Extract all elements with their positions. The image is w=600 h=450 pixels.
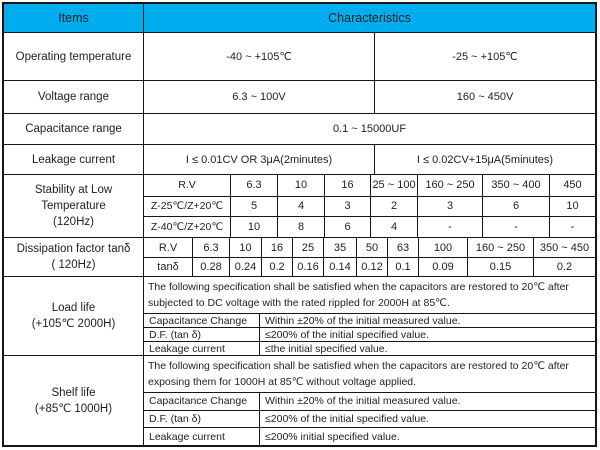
dissipation-header-cell: 10 xyxy=(229,238,261,257)
stability-z25-cell: 4 xyxy=(277,196,324,217)
dissipation-header-cell: 16 xyxy=(261,238,292,257)
characteristics-header: Characteristics xyxy=(328,11,411,25)
shelf-life-description: The following specification shall be satisfied when the capacitors are restored to 20℃ after exposing them for 1000H at 85℃ without voltage applied. xyxy=(144,356,595,393)
voltage-range-low: 6.3 ~ 100V xyxy=(144,81,375,113)
stability-header-cell: 10 xyxy=(277,175,324,196)
leakage-current-row xyxy=(4,145,595,175)
shelf-life-df-row: D.F. (tan δ) ≤200% of the initial specified value. xyxy=(144,411,595,429)
stability-z25-cell: 5 xyxy=(230,196,277,217)
leakage-current-low: I ≤ 0.01CV OR 3μA(2minutes) xyxy=(144,145,375,174)
load-life-df-row: D.F. (tan δ) ≤200% of the initial specified value. xyxy=(144,328,595,342)
dissipation-value-cell: 0.1 xyxy=(387,257,418,276)
dissipation-value-cell: 0.12 xyxy=(356,257,387,276)
stability-z40-cell: 6 xyxy=(324,216,370,237)
stability-z25-cell: Z-25℃/Z+20℃ xyxy=(144,196,230,217)
dissipation-header-cell: 35 xyxy=(323,238,356,257)
stability-z25-cell: 3 xyxy=(417,196,482,217)
leakage-current-high: I ≤ 0.02CV+15μA(5minutes) xyxy=(416,153,554,166)
stability-header-cell: 350 ~ 400 xyxy=(482,175,549,196)
operating-temperature-row xyxy=(4,33,595,81)
stability-header-cell: 6.3 xyxy=(230,175,277,196)
dissipation-label: Dissipation factor tanδ ( 120Hz) xyxy=(4,238,144,276)
dissipation-grid xyxy=(144,238,595,276)
dissipation-value-cell: 0.15 xyxy=(467,257,533,276)
stability-z25-cell: 10 xyxy=(549,196,595,217)
stability-z40-cell: - xyxy=(482,216,549,237)
shelf-life-row xyxy=(4,356,595,445)
voltage-range-high: 160 ~ 450V xyxy=(456,91,514,103)
shelf-life-capacitance-row: Capacitance Change Within ±20% of the initial measured value. xyxy=(144,393,595,411)
operating-temperature-high: -25 ~ +105℃ xyxy=(452,51,518,63)
dissipation-row xyxy=(4,238,595,277)
stability-row xyxy=(4,175,595,238)
dissipation-header-cell: 100 xyxy=(418,238,467,257)
stability-z25-cell: 2 xyxy=(370,196,417,217)
table-header-row xyxy=(4,4,595,33)
stability-z40-cell: 8 xyxy=(277,216,324,237)
stability-z40-cell: 4 xyxy=(370,216,417,237)
stability-header-cell: 450 xyxy=(549,175,595,196)
stability-header-cell: 25 ~ 100 xyxy=(370,175,417,196)
voltage-range-row xyxy=(4,81,595,114)
dissipation-value-cell: 0.2 xyxy=(261,257,292,276)
load-life-row xyxy=(4,277,595,356)
leakage-current-label: Leakage current xyxy=(4,145,144,174)
stability-header-cell: 16 xyxy=(324,175,370,196)
items-header: Items xyxy=(4,4,144,32)
capacitance-range-row xyxy=(4,114,595,145)
dissipation-header-cell: 350 ~ 450 xyxy=(533,238,595,257)
dissipation-value-cell: 0.2 xyxy=(533,257,595,276)
dissipation-header-cell: 63 xyxy=(387,238,418,257)
stability-z25-cell: 6 xyxy=(482,196,549,217)
dissipation-header-cell: R.V xyxy=(158,241,178,254)
stability-grid xyxy=(144,175,595,237)
stability-header-cell: 160 ~ 250 xyxy=(417,175,482,196)
stability-label: Stability at Low Temperature (120Hz) xyxy=(4,175,144,237)
capacitance-range-value: 0.1 ~ 15000UF xyxy=(332,123,407,135)
stability-header-cell: R.V xyxy=(178,179,196,192)
dissipation-value-cell: 0.09 xyxy=(418,257,467,276)
load-life-description: The following specification shall be satisfied when the capacitors are restored to 20℃ after subjected to DC voltage with the rated rippled for 2000H at 85℃. xyxy=(144,277,595,314)
stability-z25-cell: 3 xyxy=(324,196,370,217)
capacitance-range-label: Capacitance range xyxy=(4,114,144,144)
dissipation-value-cell: 0.14 xyxy=(323,257,356,276)
voltage-range-label: Voltage range xyxy=(4,81,144,113)
dissipation-header-cell: 25 xyxy=(292,238,323,257)
stability-z40-cell: - xyxy=(549,216,595,237)
operating-temperature-low: -40 ~ +105℃ xyxy=(144,33,375,80)
load-life-content xyxy=(144,277,595,355)
dissipation-header-cell: 6.3 xyxy=(192,238,229,257)
dissipation-value-cell: 0.24 xyxy=(229,257,261,276)
dissipation-header-cell: 50 xyxy=(356,238,387,257)
dissipation-value-cell: tanδ xyxy=(144,257,192,276)
load-life-leakage-row: Leakage current ≤the initial specified value. xyxy=(144,342,595,355)
stability-z40-cell: - xyxy=(417,216,482,237)
operating-temperature-label: Operating temperature xyxy=(4,33,144,80)
characteristics-table xyxy=(2,2,597,447)
dissipation-value-cell: 0.28 xyxy=(192,257,229,276)
stability-z40-cell: 10 xyxy=(230,216,277,237)
stability-z40-cell: Z-40℃/Z+20℃ xyxy=(144,216,230,237)
load-life-label: Load life (+105℃ 2000H) xyxy=(4,277,144,355)
shelf-life-leakage-row: Leakage current ≤200% initial specified value. xyxy=(144,428,595,445)
dissipation-header-cell: 160 ~ 250 xyxy=(467,238,533,257)
load-life-capacitance-row: Capacitance Change Within ±20% of the initial measured value. xyxy=(144,314,595,328)
shelf-life-content xyxy=(144,356,595,445)
dissipation-value-cell: 0.16 xyxy=(292,257,323,276)
shelf-life-label: Shelf life (+85℃ 1000H) xyxy=(4,356,144,445)
